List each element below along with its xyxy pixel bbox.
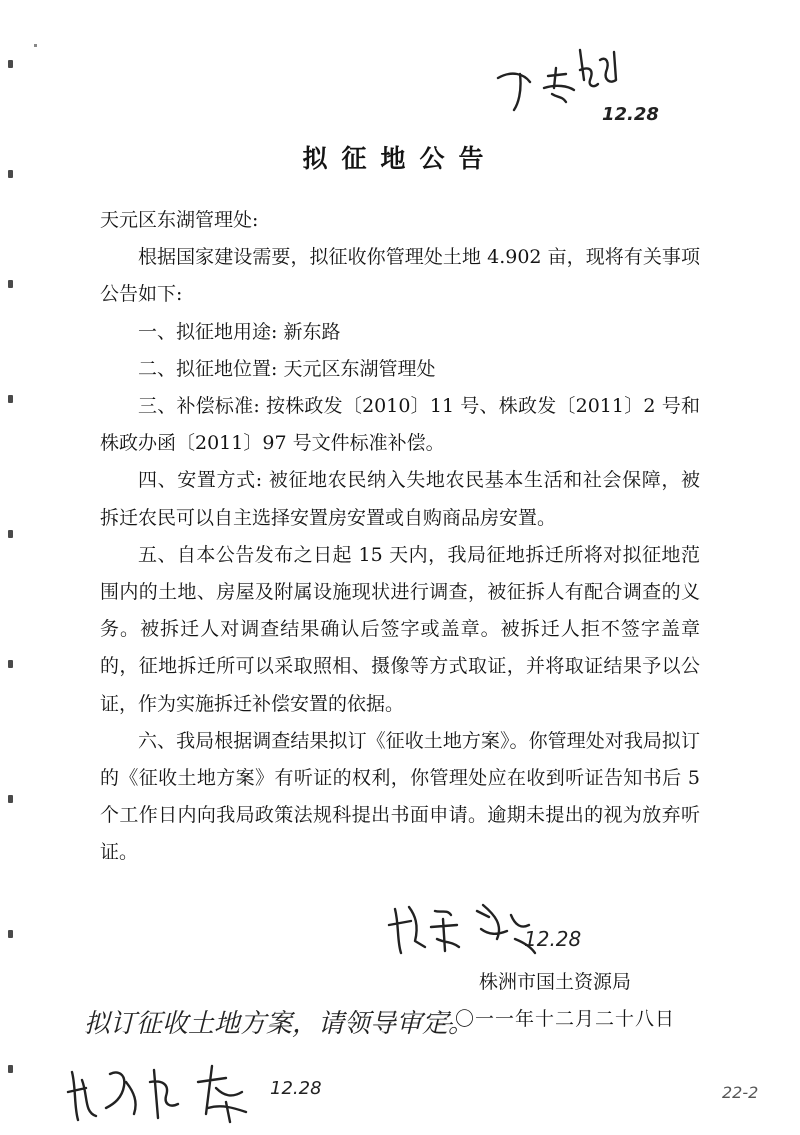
issue-date: 二〇一一年十二月二十八日	[434, 1008, 675, 1030]
intro-paragraph: 根据国家建设需要，拟征收你管理处土地 4.902 亩，现将有关事项公告如下:	[100, 246, 700, 306]
handwritten-approval-note	[80, 998, 475, 1046]
scan-speck	[34, 44, 37, 47]
bottom-signature-handwriting	[66, 1052, 286, 1132]
binding-mark	[8, 530, 13, 538]
svg-text:22-2: 22-2	[722, 1083, 759, 1102]
addressee: 天元区东湖管理处:	[100, 209, 259, 231]
svg-text:12.28: 12.28	[270, 1078, 322, 1099]
signature-date-handwriting	[520, 922, 600, 958]
top-signature-handwriting	[490, 40, 700, 130]
svg-text:12.28: 12.28	[524, 927, 582, 951]
binding-mark	[8, 1065, 13, 1073]
svg-text:12.28: 12.28	[602, 104, 659, 125]
item-land-use: 一、拟征地用途: 新东路	[138, 320, 341, 343]
document-title: 拟征地公告	[302, 143, 498, 173]
official-signature-handwriting	[385, 895, 595, 965]
bottom-date-handwriting	[268, 1070, 348, 1104]
item-compensation-standard: 三、补偿标准: 按株政发〔2010〕11 号、株政发〔2011〕2 号和株政办函〔2011〕97 号文件标准补偿。	[100, 395, 700, 455]
corner-page-number-handwriting	[720, 1074, 790, 1108]
notice-body	[100, 202, 700, 872]
binding-mark	[8, 795, 13, 803]
binding-mark	[8, 930, 13, 938]
item-resettlement-method: 四、安置方式: 被征地农民纳入失地农民基本生活和社会保障，被拆迁农民可以自主选择安置房安置或自购商品房安置。	[100, 469, 700, 529]
svg-text:拟订征收土地方案，请领导审定。: 拟订征收土地方案，请领导审定。	[84, 1009, 475, 1039]
binding-mark	[8, 60, 13, 68]
item-hearing-rights: 六、我局根据调查结果拟订《征收土地方案》。你管理处对我局拟订的《征收土地方案》有听证的权利，你管理处应在收到听证告知书后 5 个工作日内向我局政策法规科提出书面申请。逾期未提出的视为放弃听证。	[100, 729, 700, 864]
binding-mark	[8, 280, 13, 288]
binding-mark	[8, 660, 13, 668]
top-annotation-date	[598, 96, 698, 130]
issuing-authority: 株洲市国土资源局	[478, 971, 631, 993]
binding-mark	[8, 395, 13, 403]
item-survey-procedure: 五、自本公告发布之日起 15 天内，我局征地拆迁所将对拟征地范围内的土地、房屋及附属设施现状进行调查，被征拆人有配合调查的义务。被拆迁人对调查结果确认后签字或盖章。被拆迁人拒不签字盖章的，征地拆迁所可以采取照相、摄像等方式取证，并将取证结果予以公证，作为实施拆迁补偿安置的依据。	[100, 543, 700, 715]
item-land-location: 二、拟征地位置: 天元区东湖管理处	[138, 357, 436, 380]
